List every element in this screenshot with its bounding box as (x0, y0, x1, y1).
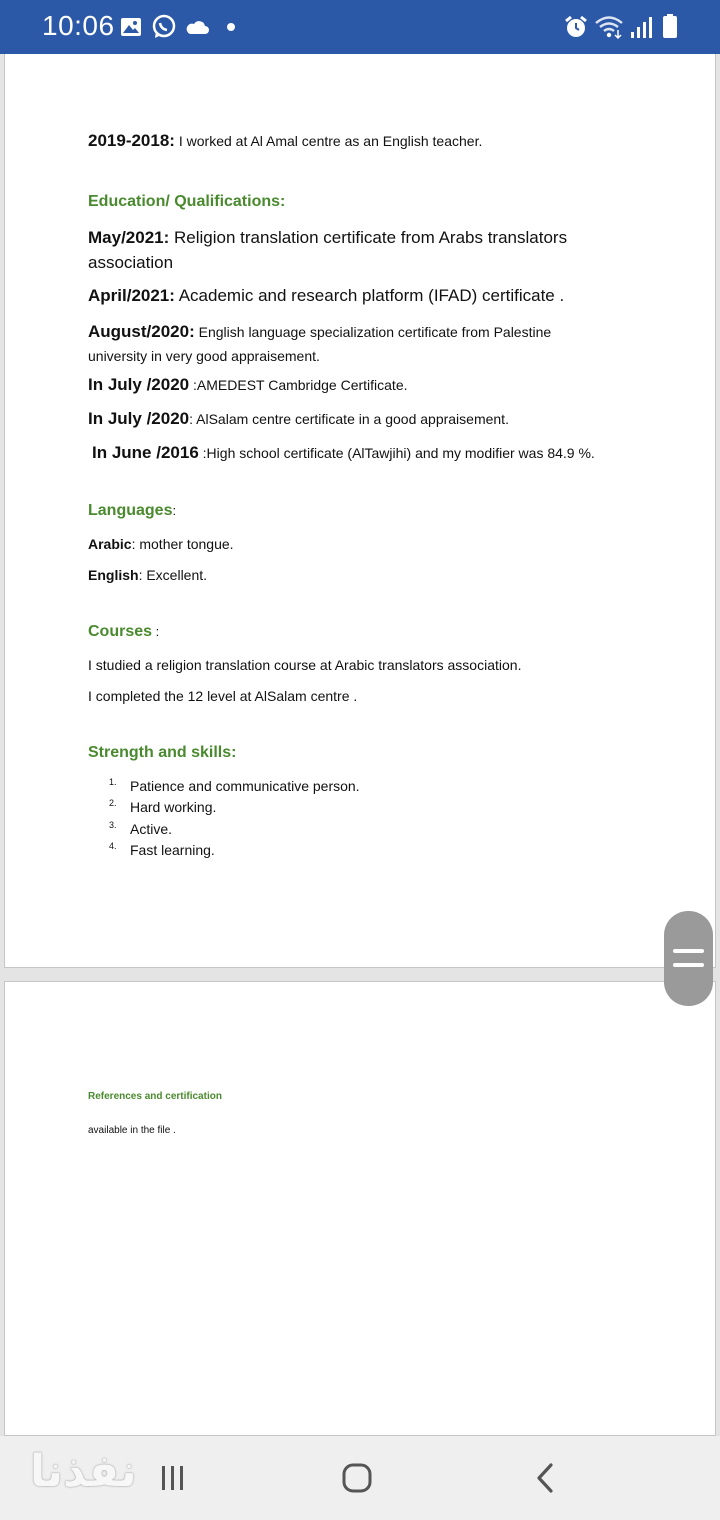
experience-text: I worked at Al Amal centre as an English teacher. (174, 133, 483, 149)
skill-number: 3. (109, 820, 117, 830)
recent-apps-icon[interactable] (160, 1464, 186, 1492)
home-icon[interactable] (341, 1462, 373, 1494)
status-bar (0, 0, 720, 54)
document-page-1[interactable] (4, 54, 716, 968)
watermark-logo: نفذنا (30, 1446, 137, 1497)
skill-number: 4. (109, 841, 117, 851)
skill-item (109, 799, 216, 815)
language-item (88, 567, 207, 583)
education-item-date: May/2021: (88, 228, 170, 247)
education-item (88, 375, 408, 395)
clock: 10:06 (42, 10, 115, 41)
education-item (88, 286, 564, 306)
alarm-icon (563, 14, 589, 40)
education-item-text: : AlSalam centre certificate in a good appraisement. (189, 411, 509, 427)
languages-heading-text: Languages (88, 502, 173, 519)
education-item (88, 409, 509, 429)
document-page-2[interactable] (4, 981, 716, 1436)
skill-item (109, 821, 172, 837)
education-item-date: In July /2020 (88, 375, 190, 394)
education-item-text: English language specialization certificate from Palestine university in very good appraisement. (88, 324, 552, 364)
education-item-text: :AMEDEST Cambridge Certificate. (189, 377, 408, 393)
handle-line-icon (673, 949, 704, 953)
skill-item (109, 842, 215, 858)
dot-icon (226, 22, 236, 32)
references-text: available in the file . (88, 1125, 176, 1136)
language-level: : mother tongue. (131, 536, 234, 552)
language-level: : Excellent. (138, 567, 208, 583)
education-item-text: Academic and research platform (IFAD) certificate . (174, 286, 565, 305)
education-item-date: In July /2020 (88, 409, 190, 428)
fast-scroll-handle[interactable] (664, 911, 713, 1006)
courses-heading (88, 623, 159, 641)
education-item-date: April/2021: (88, 286, 175, 305)
experience-line (88, 131, 482, 151)
skill-text: Fast learning. (130, 842, 215, 858)
education-item (92, 443, 595, 463)
language-item (88, 536, 234, 552)
skill-text: Active. (130, 821, 173, 837)
education-item-date: In June /2016 (92, 443, 199, 462)
skill-number: 1. (109, 777, 117, 787)
signal-icon (630, 15, 652, 39)
skill-text: Patience and communicative person. (130, 778, 360, 794)
education-heading: Education/ Qualifications: (88, 193, 286, 210)
skills-heading: Strength and skills: (88, 744, 237, 761)
languages-heading-colon: : (172, 503, 177, 518)
skill-number: 2. (109, 798, 117, 808)
languages-heading (88, 502, 176, 520)
education-item-date: August/2020: (88, 322, 195, 341)
education-item (88, 320, 588, 368)
handle-line-icon (673, 963, 704, 967)
language-name: Arabic (88, 536, 132, 552)
battery-icon (662, 13, 678, 39)
courses-heading-colon: : (152, 624, 160, 639)
skill-text: Hard working. (130, 799, 217, 815)
cloud-icon (184, 18, 210, 36)
navigation-bar (0, 1436, 720, 1520)
course-item: I completed the 12 level at AlSalam centre . (88, 688, 358, 704)
education-item-text: :High school certificate (AlTawjihi) and my modifier was 84.9 %. (198, 445, 595, 461)
education-item-text: Religion translation certificate from Arabs translators association (88, 228, 568, 272)
wifi-icon (594, 14, 624, 40)
education-item (88, 225, 608, 275)
whatsapp-icon (151, 14, 177, 40)
image-icon (120, 16, 142, 38)
experience-date: 2019-2018: (88, 131, 175, 150)
skill-item (109, 778, 360, 794)
courses-heading-text: Courses (88, 623, 153, 640)
back-icon[interactable] (534, 1462, 556, 1494)
language-name: English (88, 567, 139, 583)
course-item: I studied a religion translation course at Arabic translators association. (88, 657, 522, 673)
references-heading: References and certification (88, 1091, 222, 1102)
